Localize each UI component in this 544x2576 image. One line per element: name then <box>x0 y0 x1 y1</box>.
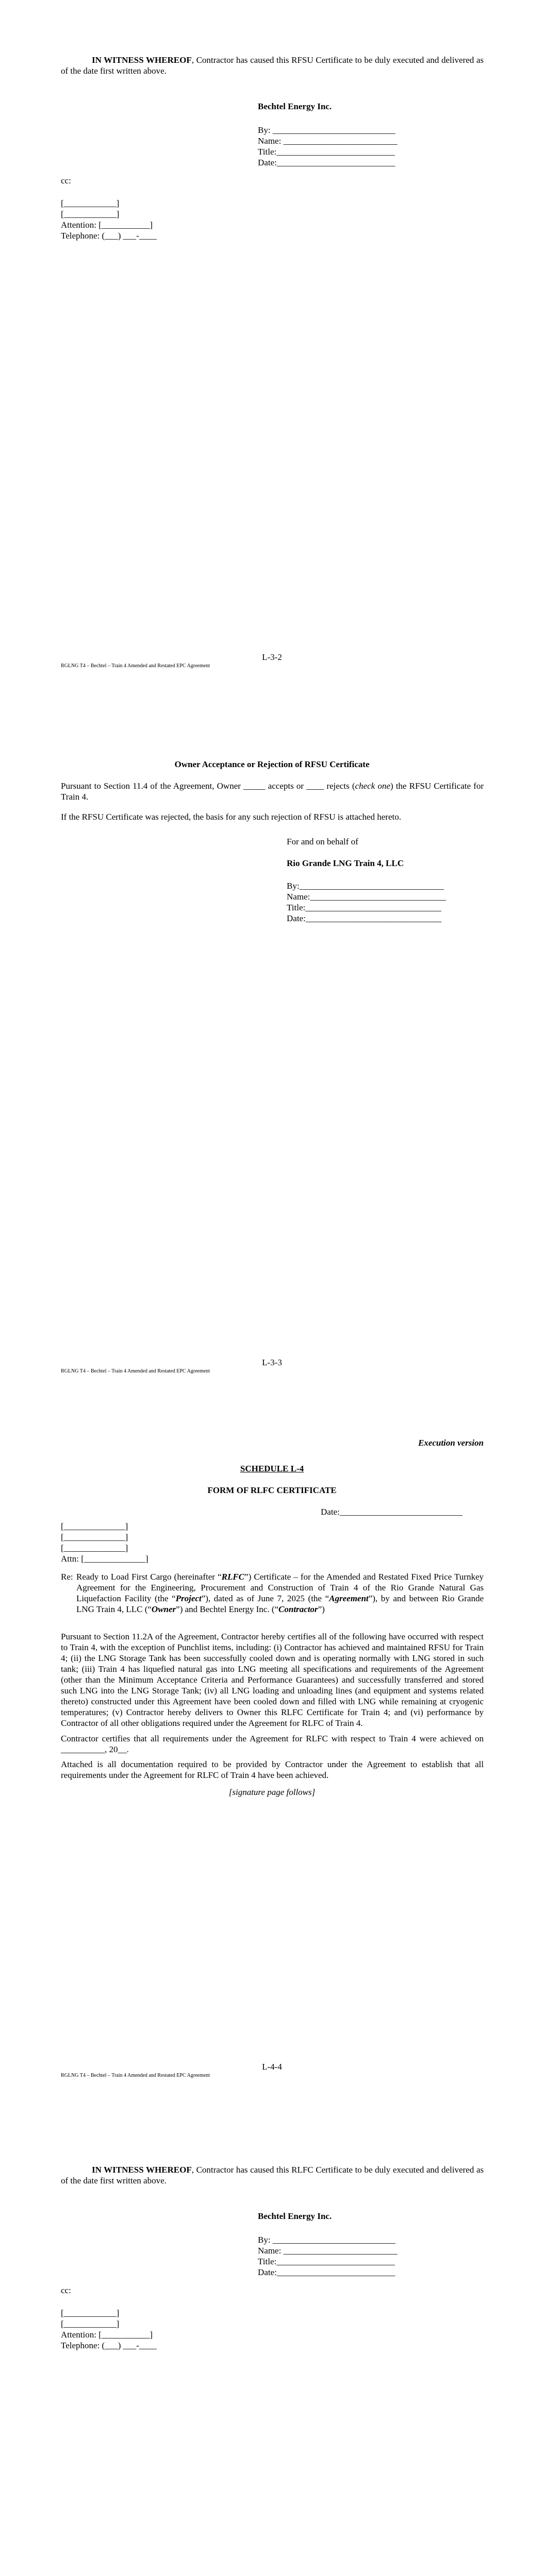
re-defined-term: Agreement <box>329 1594 369 1603</box>
witness-lead: IN WITNESS WHEREOF <box>92 2165 192 2175</box>
re-defined-term: Contractor <box>278 1604 318 1614</box>
documentation-paragraph: Attached is all documentation required to be provided by Contractor under the Agreement to establish that all requirements under the Agreement for RLFC of Train 4 have been achieved. <box>61 1759 484 1780</box>
addressee-block <box>61 1521 149 1564</box>
re-text-run: ”), by and between Rio Grande LNG Train 4, LLC (“ <box>76 1594 484 1614</box>
address-line: [______________] <box>61 1543 128 1553</box>
witness-text: , Contractor has caused this RFSU Certificate to be duly executed and delivered as of the date first written above. <box>61 55 484 76</box>
rejection-paragraph: If the RFSU Certificate was rejected, the basis for any such rejection of RFSU is attached hereto. <box>61 812 401 822</box>
re-text-run: ”) and Bechtel Energy Inc. (“ <box>176 1604 279 1614</box>
sig-by-line: By:_________________________________ <box>287 881 444 891</box>
date-line: Date:____________________________ <box>321 1507 463 1517</box>
page-number: L-3-2 <box>262 652 282 662</box>
section-heading: Owner Acceptance or Rejection of RFSU Certificate <box>174 759 370 769</box>
document-page-2 <box>0 703 544 1406</box>
sig-by-line: By: ____________________________ <box>258 2235 395 2245</box>
re-text-run: ”), dated as of June 7, 2025 (the “ <box>201 1594 329 1603</box>
cc-address-block <box>61 2308 157 2351</box>
page-footer: RGLNG T4 – Bechtel – Train 4 Amended and Restated EPC Agreement <box>61 1368 210 1374</box>
cc-label: cc: <box>61 2285 71 2295</box>
re-text-run: ”) Certificate – for the Amended and Restated Fixed Price Turnkey Agreement for the Engineering, Procurement and Construction of Train 4 of the Rio Grande Natural Gas Liquefaction Facility (the “ <box>76 1572 484 1603</box>
schedule-title: SCHEDULE L-4 <box>240 1464 304 1473</box>
company-name: Bechtel Energy Inc. <box>258 101 332 111</box>
witness-text: , Contractor has caused this RLFC Certificate to be duly executed and delivered as of the date first written above. <box>61 2165 484 2185</box>
acceptance-paragraph <box>61 781 484 802</box>
witness-paragraph <box>61 55 484 76</box>
cc-line: [____________] <box>61 198 120 208</box>
sig-date-line: Date:___________________________ <box>258 2267 395 2277</box>
check-one-text: check one <box>355 781 390 791</box>
address-line: [______________] <box>61 1532 128 1542</box>
sig-name-line: Name: __________________________ <box>258 2246 398 2256</box>
sig-name-line: Name:_______________________________ <box>287 892 446 902</box>
address-line: [______________] <box>61 1521 128 1531</box>
for-and-on-behalf: For and on behalf of <box>287 837 358 846</box>
sig-date-line: Date:_______________________________ <box>287 913 442 923</box>
cc-attention-line: Attention: [___________] <box>61 220 153 230</box>
cc-telephone-line: Telephone: (___) ___-____ <box>61 231 157 241</box>
page-number: L-4-4 <box>262 2062 282 2072</box>
re-defined-term: Owner <box>151 1604 176 1614</box>
owner-company-name: Rio Grande LNG Train 4, LLC <box>287 858 404 868</box>
signature-page-follows: [signature page follows] <box>228 1787 316 1797</box>
page-number: L-3-3 <box>262 1358 282 1367</box>
acceptance-text: Pursuant to Section 11.4 of the Agreement, Owner _____ accepts or ____ rejects ( <box>61 781 355 791</box>
cc-address-block <box>61 198 157 241</box>
cc-label: cc: <box>61 176 71 185</box>
cc-telephone-line: Telephone: (___) ___-____ <box>61 2341 157 2350</box>
cc-line: [____________] <box>61 2308 120 2318</box>
sig-date-line: Date:___________________________ <box>258 158 395 167</box>
re-paragraph <box>76 1571 484 1615</box>
certification-paragraph: Pursuant to Section 11.2A of the Agreement, Contractor hereby certifies all of the following have occurred with respect to Train 4, with the exception of Punchlist items, including: (i) Contractor has achieved and maintained RFSU for Train 4; (ii) the LNG Storage Tank has been successfully cooled down and is operating normally with LNG stored in such tank; (iii) Train 4 has liquefied natural gas into LNG meeting all specifications and requirements of the Agreement (other than the Minimum Acceptance Criteria and Performance Guarantees) and successfully transferred and stored such LNG into the LNG Storage Tank; (iv) all LNG loading and unloading lines (and equipment and systems related thereto) constructed under this Agreement have been cooled down and filled with LNG while remaining at cryogenic temperatures; (v) Contractor hereby delivers to Owner this RLFC Certificate for Train 4; and (vi) performance by Contractor of all other obligations required under the Agreement for RLFC of Train 4. <box>61 1632 484 1728</box>
document-page-1 <box>0 0 544 703</box>
sig-name-line: Name: __________________________ <box>258 136 398 146</box>
document-page-3 <box>0 1406 544 2110</box>
owner-signature-block <box>287 880 446 924</box>
document-page-4 <box>0 2110 544 2576</box>
re-label: Re: <box>61 1572 73 1582</box>
re-defined-term: Project <box>175 1594 202 1603</box>
re-text-run: ”) <box>318 1604 325 1614</box>
page-footer: RGLNG T4 – Bechtel – Train 4 Amended and Restated EPC Agreement <box>61 663 210 669</box>
cc-attention-line: Attention: [___________] <box>61 2330 153 2340</box>
sig-by-line: By: ____________________________ <box>258 125 395 135</box>
achievement-paragraph: Contractor certifies that all requirements under the Agreement for RLFC with respect to Train 4 were achieved on __________, 20__. <box>61 1734 484 1754</box>
cc-line: [____________] <box>61 209 120 219</box>
company-name: Bechtel Energy Inc. <box>258 2211 332 2221</box>
cc-line: [____________] <box>61 2319 120 2329</box>
sig-title-line: Title:___________________________ <box>258 2257 395 2266</box>
re-defined-term: RLFC <box>221 1572 245 1582</box>
sig-title-line: Title:_______________________________ <box>287 903 441 912</box>
witness-paragraph <box>61 2164 484 2186</box>
execution-version-label: Execution version <box>418 1438 484 1448</box>
acceptance-text-end: ) the RFSU Certificate for Train 4. <box>61 781 484 802</box>
signature-block <box>258 125 398 168</box>
re-text-run: Ready to Load First Cargo (hereinafter “ <box>76 1572 222 1582</box>
signature-block <box>258 2234 398 2278</box>
form-title: FORM OF RLFC CERTIFICATE <box>207 1485 337 1495</box>
page-footer: RGLNG T4 – Bechtel – Train 4 Amended and Restated EPC Agreement <box>61 2073 210 2078</box>
sig-title-line: Title:___________________________ <box>258 147 395 157</box>
witness-lead: IN WITNESS WHEREOF <box>92 55 192 65</box>
attn-line: Attn: [______________] <box>61 1554 149 1564</box>
